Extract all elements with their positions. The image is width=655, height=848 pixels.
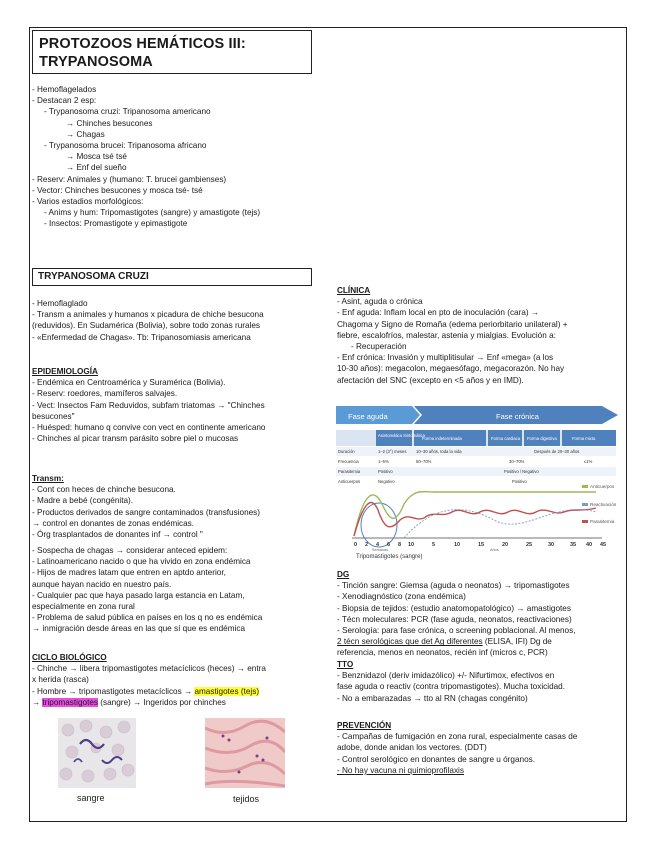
col-head: Forma mixta — [572, 436, 596, 441]
clinica-section — [337, 285, 568, 386]
sospecha-line: - Latinoamericano nacido o que ha vivido en zona endémica — [32, 557, 251, 567]
dg-line: referencia, menos en neonatos, recién inf (micros c, PCR) — [337, 648, 548, 658]
sospecha-line: - Problema de salud pública en países en los q no es endémica — [32, 613, 263, 623]
acute-phase-label: Fase aguda — [348, 412, 388, 421]
image-label-tejidos: tejidos — [233, 794, 260, 804]
prev-line: adobe, donde anidan los vectores. (DDT) — [337, 743, 487, 753]
chagas-course-diagram — [334, 400, 624, 560]
cruzi-section-title: TRYPANOSOMA CRUZI — [32, 268, 312, 286]
ciclo-line — [32, 686, 266, 697]
ciclo-line: x herida (rasca) — [32, 675, 89, 685]
prev-line-underlined: - No hay vacuna ni quimioprofilaxis — [337, 765, 464, 775]
sospecha-section — [32, 545, 262, 635]
prevencion-section — [337, 720, 577, 776]
epi-line: besucones" — [32, 411, 75, 421]
intro-line: - Destacan 2 esp: — [32, 96, 97, 106]
epi-line: - Chinches al picar transm parásito sobre piel o mucosas — [32, 434, 239, 444]
tick-label: 15 — [478, 542, 485, 548]
clinica-line: - Enf aguda: Inflam local en pto de inoculación (cara) → — [337, 308, 540, 318]
intro-line: - Trypanosoma cruzi: Tripanosoma americano — [44, 107, 211, 117]
intro-line: - Vector: Chinches besucones y mosca tsé- tsé — [32, 185, 203, 195]
page-title-line2: TRYPANOSOMA — [39, 54, 153, 70]
ciclo-line — [32, 697, 266, 708]
sospecha-line: - Hijos de madres latam que entren en aptdo anterior, — [32, 568, 226, 578]
legend-anticuerpos: Anticuerpos — [590, 484, 615, 489]
tick-label: 30 — [548, 542, 555, 548]
tick-label: 20 — [502, 542, 509, 548]
tick-label: 8 — [398, 542, 402, 548]
cell: 1–5% — [378, 459, 389, 464]
cruzi-line: (reduvidos). En Sudamérica (Bolivia), sobre todo zonas rurales — [32, 321, 260, 331]
dg-line: - Xenodiagnóstico (zona endémica) — [337, 592, 466, 602]
acute-phase-circle — [361, 503, 397, 547]
intro-line: → Enf del sueño — [66, 163, 127, 173]
tissue-image — [205, 718, 285, 788]
chronic-phase-label: Fase crónica — [496, 412, 539, 421]
tick-label: 40 — [586, 542, 593, 548]
chart-caption: Tripomastigotes (sangre) — [356, 554, 423, 560]
clinica-line: - Enf crónica: Invasión y multiplitisular → Enf «mega» (a los — [337, 353, 554, 363]
sospecha-line: - Cualquier pac que haya pasado larga estancia en Latam, — [32, 590, 245, 600]
transmission-heading: Transm: — [32, 474, 64, 483]
tick-label: 10 — [454, 542, 461, 548]
prev-line: - Control serológico en donantes de sangre u órganos. — [337, 754, 535, 764]
prevencion-heading: PREVENCIÓN — [337, 721, 392, 730]
blood-smear-image — [58, 718, 136, 788]
intro-line: - Varios estadios morfológicos: — [32, 197, 144, 207]
col-head: Forma digestiva — [527, 436, 557, 441]
clinica-line: afectación del SNC (excepto en <5 años y en IMD). — [337, 375, 524, 385]
epi-line: - Huésped: humano q convive con vect en continente americano — [32, 423, 266, 433]
sospecha-line: → inmigración desde áreas en las que sí que es endémica — [32, 624, 245, 634]
epi-line: - Vect: Insectos Fam Reduvidos, subfam triatomas → "Chinches — [32, 400, 265, 410]
cell: 30–70% — [509, 459, 525, 464]
transm-line: - Madre a bebé (congénita). — [32, 496, 134, 506]
clinica-line: fiebre, escalofríos, malestar, astenia y mialgias. Evolución a: — [337, 330, 556, 340]
col-head: Forma cardiaca — [491, 436, 521, 441]
dg-line — [337, 636, 575, 647]
cruzi-line: - Transm a animales y humanos x picadura de chiche besucona — [32, 310, 264, 320]
transm-line: - Órg trasplantados de donantes inf → control " — [32, 530, 203, 540]
cell: Positivo — [378, 469, 393, 474]
ciclo-text: → — [32, 697, 43, 707]
epi-line: - Reserv: roedores, mamíferos salvajes. — [32, 389, 178, 399]
tick-label: 35 — [570, 542, 577, 548]
cruzi-line: - «Enfermedad de Chagas». Tb: Tripanosomiasis americana — [32, 332, 251, 342]
unit-weeks: Semanas — [372, 548, 389, 552]
legend-parasitemia: Parasitemia — [590, 519, 615, 524]
dg-line: - Biopsia de tejidos: (estudio anatomopatológico) → amastigotes — [337, 603, 571, 613]
tto-section — [337, 659, 565, 704]
ciclo-text: - Hombre → tripomastigotes metacíclicos → — [32, 686, 195, 696]
image-label-sangre: sangre — [77, 793, 105, 803]
col-head: Forma indeterminada — [422, 436, 462, 441]
highlight-tripomastigotes: tripomastigotes — [42, 697, 98, 707]
unit-years: Años — [490, 548, 499, 552]
tick-label: 5 — [432, 542, 436, 548]
tick-label: 0 — [354, 542, 358, 548]
title-box — [32, 30, 312, 74]
cell: Positivo — [512, 479, 527, 484]
tick-label: 25 — [526, 542, 533, 548]
epi-line: - Endémica en Centroamérica y Suramérica (Bolivia). — [32, 378, 226, 388]
highlight-amastigotes: amastigotes (tejs) — [194, 686, 260, 696]
dg-section — [337, 569, 575, 659]
dg-text: (ELISA, IFI) Dg de — [482, 637, 552, 647]
transmission-section — [32, 473, 260, 540]
legend-reactivacion: Reactivación — [590, 502, 617, 507]
dg-heading: DG — [337, 570, 350, 579]
intro-list — [32, 84, 260, 230]
row-label: Frecuencia — [338, 459, 359, 464]
ciclo-section — [32, 652, 266, 708]
transm-line: → control en donantes de zonas endémicas. — [32, 518, 195, 528]
sospecha-line: - Sospecha de chagas → considerar anteced epidem: — [32, 546, 228, 555]
intro-line: - Reserv: Animales y (humano: T. brucei gambienses) — [32, 174, 227, 184]
dg-line: - Serología: para fase crónica, o screening poblacional. Al menos, — [337, 626, 576, 636]
cell: 10–30 años, toda la vida — [416, 449, 462, 454]
intro-line: - Anims y hum: Tripomastigotes (sangre) y amastigote (tejs) — [44, 208, 261, 218]
sospecha-line: aunque hayan nacido en nuestro país. — [32, 579, 172, 589]
dg-underlined: 2 técn serológicas que det Ag diferentes — [337, 637, 483, 647]
tto-line: - Benznidazol (deriv imidazólico) +/- Nifurtimox, efectivos en — [337, 671, 555, 681]
clinica-line: - Recuperación — [351, 342, 407, 352]
cell: 50–70% — [416, 459, 432, 464]
intro-line: → Chagas — [66, 129, 105, 139]
dg-line: - Tinción sangre: Giemsa (aguda o neonatos) → tripomastigotes — [337, 581, 570, 591]
dg-line: - Técn moleculares: PCR (fase aguda, neonatos, reactivaciones) — [337, 614, 572, 624]
tick-label: 10 — [408, 542, 415, 548]
ciclo-line: - Chinche → libera tripomastigotes metacíclicos (heces) → entra — [32, 664, 266, 674]
cell: Después de 20–30 años — [534, 449, 580, 454]
row-label: Anticuerpos — [338, 479, 361, 484]
tick-label: 4 — [376, 542, 380, 548]
col-head: Asintomática Sintomática — [378, 433, 426, 438]
tto-line: fase aguda o reactiv (contra tripomastigotes). Mucha toxicidad. — [337, 682, 565, 692]
cell: Positivo / Negativo — [504, 469, 539, 474]
intro-line: - Hemoflagelados — [32, 85, 97, 94]
cell: Negativo — [378, 479, 395, 484]
cell: 1–2 (3°) meses — [378, 449, 407, 454]
ciclo-heading: CICLO BIOLÓGICO — [32, 653, 107, 662]
epidemiology-heading: EPIDEMIOLOGÍA — [32, 367, 98, 376]
transm-line: - Productos derivados de sangre contaminados (transfusiones) — [32, 507, 261, 517]
intro-line: → Chinches besucones — [66, 118, 153, 128]
intro-line: → Mosca tsé tsé — [66, 152, 127, 162]
tto-heading: TTO — [337, 660, 354, 669]
intro-line: - Insectos: Promastigote y epimastigote — [44, 219, 188, 229]
transm-line: - Cont con heces de chinche besucona. — [32, 485, 176, 495]
sospecha-line: especialmente en zona rural — [32, 602, 135, 612]
tick-label: 45 — [600, 542, 607, 548]
clinica-line: 10-30 años): megacolon, megaesófago, megacorazón. No hay — [337, 364, 565, 374]
page-title-line1: PROTOZOOS HEMÁTICOS III: — [39, 36, 246, 52]
tto-line: - No a embarazadas → tto al RN (chagas congénito) — [337, 693, 528, 703]
clinica-line: Chagoma y Signo de Romaña (edema periorbitario unilateral) + — [337, 319, 568, 329]
epidemiology-section — [32, 366, 265, 444]
cruzi-line: - Hemoflaglado — [32, 299, 88, 308]
tick-label: 2 — [365, 542, 369, 548]
cell: ≤1% — [584, 459, 593, 464]
row-label: Parasitemia — [338, 469, 361, 474]
tick-label: 6 — [387, 542, 391, 548]
intro-line: - Trypanosoma brucei: Tripanosoma africano — [44, 141, 207, 151]
ciclo-text: (sangre) → Ingeridos por chinches — [98, 697, 226, 707]
cruzi-intro — [32, 298, 312, 343]
clinica-line: - Asint, aguda o crónica — [337, 297, 423, 307]
clinica-heading: CLÍNICA — [337, 286, 371, 295]
row-label: Duración — [338, 449, 355, 454]
prev-line: - Campañas de fumigación en zona rural, especialmente casas de — [337, 732, 578, 742]
